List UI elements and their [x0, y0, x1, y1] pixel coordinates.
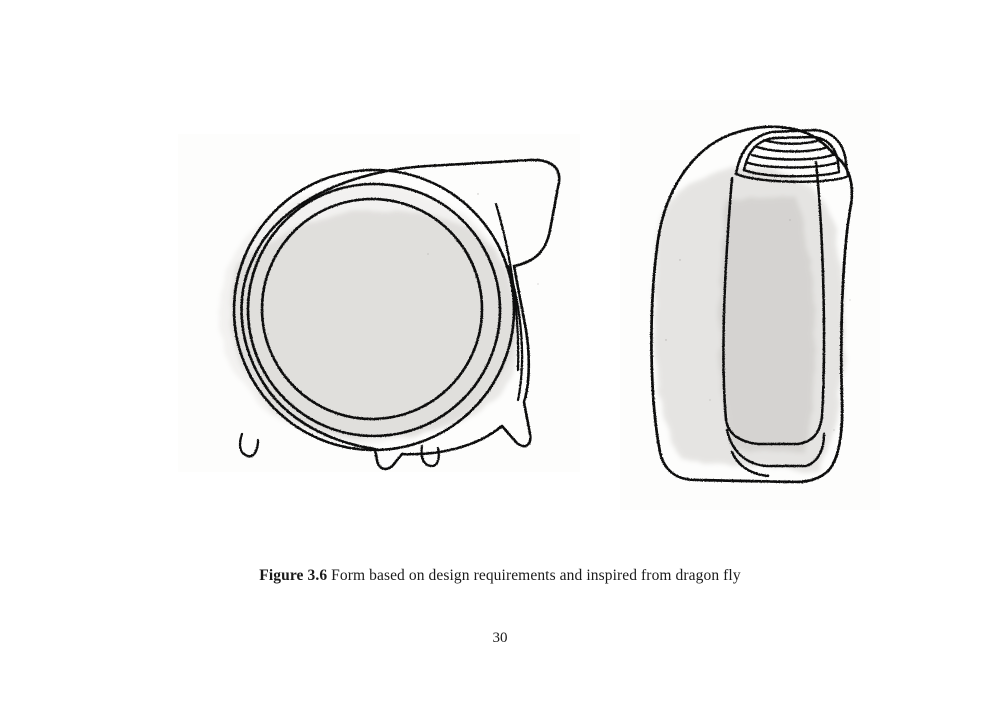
- figure-caption-label: Figure 3.6: [259, 567, 328, 584]
- figure-caption: [0, 566, 1000, 586]
- side-view-sketch: [620, 100, 880, 510]
- front-view-sketch: [178, 134, 580, 472]
- page-number: 30: [492, 630, 508, 646]
- figure-caption-text: Form based on design requirements and inspired from dragon fly: [327, 567, 741, 584]
